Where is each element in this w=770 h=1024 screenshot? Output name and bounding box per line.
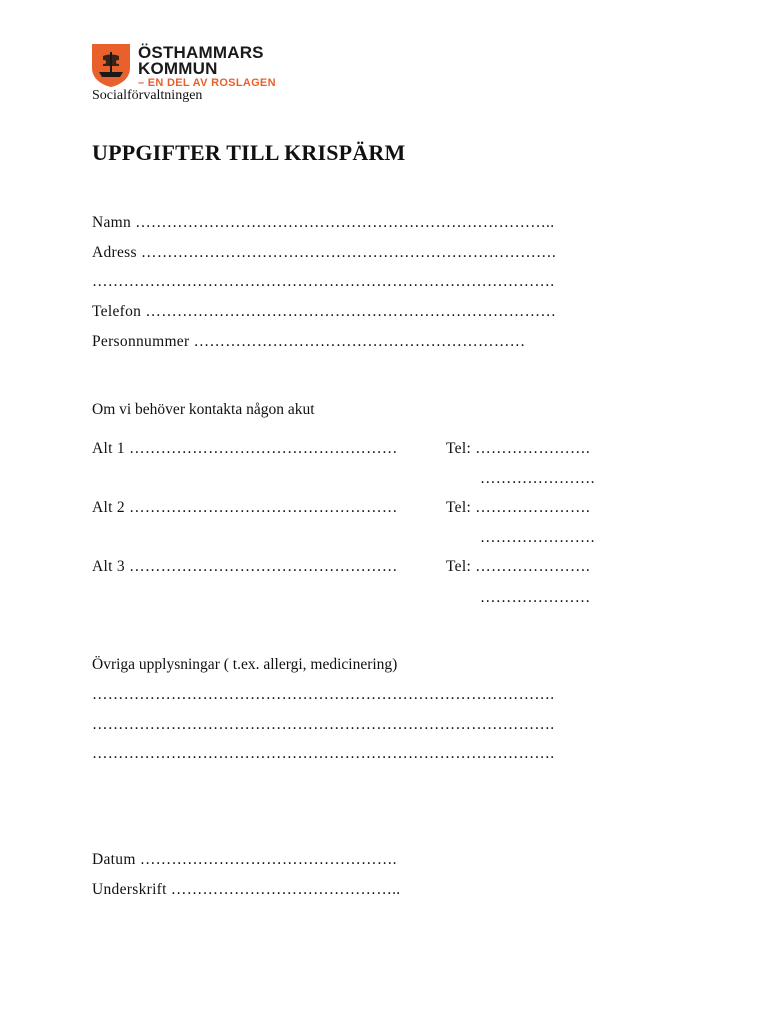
contact-alt1-field[interactable]: Alt 1 …………………………………………… (92, 440, 398, 457)
contact-alt2-tel-field[interactable]: Tel: …………………. (446, 499, 591, 516)
contact-alt2-tel-continuation[interactable]: …………………. (480, 529, 595, 546)
other-info-line-3[interactable]: ……………………………………………………………………………. (92, 745, 555, 762)
contacts-heading: Om vi behöver kontakta någon akut (92, 401, 315, 418)
contact-alt3-tel-continuation[interactable]: ………………… (480, 589, 591, 606)
address-field[interactable]: Adress ……………………………………………………………………. (92, 244, 556, 261)
logo-text-line2: KOMMUN (138, 59, 218, 78)
other-info-line-1[interactable]: ……………………………………………………………………………. (92, 686, 555, 703)
personal-number-field[interactable]: Personnummer ……………………………………………………… (92, 333, 526, 350)
signature-field[interactable]: Underskrift …………………………………….. (92, 881, 401, 898)
name-field[interactable]: Namn …………………………………………………………………….. (92, 214, 555, 231)
other-info-line-2[interactable]: ……………………………………………………………………………. (92, 716, 555, 733)
municipality-logo (90, 42, 276, 92)
page-title: UPPGIFTER TILL KRISPÄRM (92, 140, 406, 165)
department-name: Socialförvaltningen (92, 88, 203, 103)
phone-field[interactable]: Telefon …………………………………………………………………… (92, 303, 557, 320)
coat-of-arms-icon (90, 42, 132, 88)
contact-alt3-field[interactable]: Alt 3 …………………………………………… (92, 558, 398, 575)
contact-alt2-field[interactable]: Alt 2 …………………………………………… (92, 499, 398, 516)
date-field[interactable]: Datum …………………………………………. (92, 851, 397, 868)
logo-text-line1: ÖSTHAMMARS (138, 43, 264, 62)
logo-tagline: – EN DEL AV ROSLAGEN (138, 77, 276, 89)
other-info-heading: Övriga upplysningar ( t.ex. allergi, medicinering) (92, 656, 398, 673)
contact-alt3-tel-field[interactable]: Tel: …………………. (446, 558, 591, 575)
contact-alt1-tel-continuation[interactable]: …………………. (480, 470, 595, 487)
contact-alt1-tel-field[interactable]: Tel: …………………. (446, 440, 591, 457)
address-continuation-field[interactable]: ……………………………………………………………………………. (92, 273, 555, 290)
